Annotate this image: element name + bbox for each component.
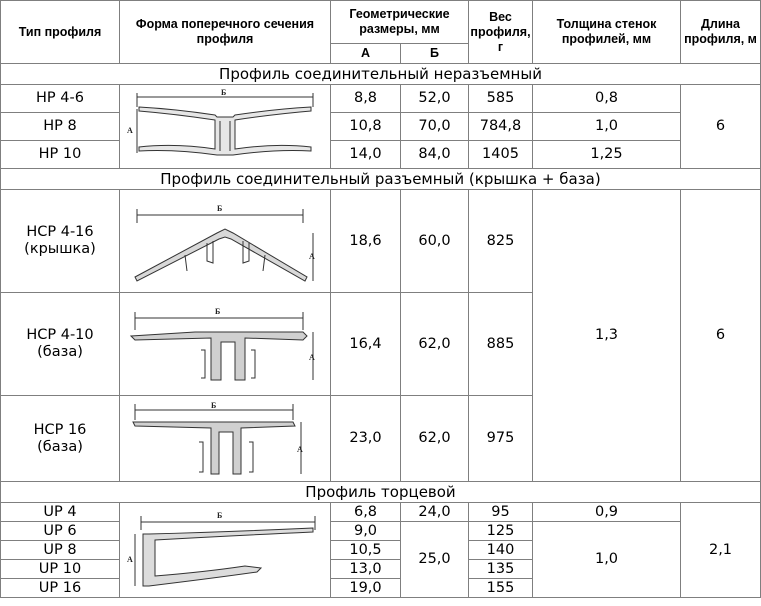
section-title: Профиль соединительный разъемный (крышка + база) [1, 169, 761, 190]
profile-type: UP 4 [1, 503, 120, 522]
dim-b: 70,0 [401, 113, 469, 141]
weight: 585 [469, 85, 533, 113]
weight: 784,8 [469, 113, 533, 141]
weight: 825 [469, 190, 533, 293]
weight: 1405 [469, 141, 533, 169]
profile-length: 6 [681, 85, 761, 169]
wall-thickness: 1,0 [533, 113, 681, 141]
profile-type-code: HCP 4-16 [26, 224, 94, 240]
profile-type-code: HCP 16 [33, 421, 87, 438]
header-geom-b: Б [401, 44, 469, 64]
hcp-base-figure [125, 296, 325, 392]
profile-type-code: HCP 4-10 [26, 327, 94, 343]
wall-thickness: 0,8 [533, 85, 681, 113]
dim-a: 10,5 [331, 541, 401, 560]
profile-type-sub: (база) [37, 438, 83, 455]
hcp16-base-drawing [120, 396, 331, 482]
wall-thickness: 1,0 [533, 522, 681, 598]
dim-b: 62,0 [401, 293, 469, 396]
profile-type: UP 8 [1, 541, 120, 560]
header-shape: Форма поперечного сечения профиля [120, 1, 331, 64]
weight: 140 [469, 541, 533, 560]
header-geom-a: А [331, 44, 401, 64]
profile-type: UP 10 [1, 560, 120, 579]
profile-type: HP 8 [1, 113, 120, 141]
dimension-b-label: Б [221, 87, 227, 97]
profile-type-sub: (крышка) [24, 241, 96, 257]
dim-a: 23,0 [331, 396, 401, 482]
dim-b: 24,0 [401, 503, 469, 522]
dimension-b-label: Б [215, 307, 221, 316]
weight: 155 [469, 579, 533, 598]
hcp-base-drawing [120, 293, 331, 396]
dimension-b-label: Б [217, 511, 223, 520]
wall-thickness: 1,3 [533, 190, 681, 482]
header-length: Длина профиля, м [681, 1, 761, 64]
up-section-figure [125, 504, 325, 596]
weight: 135 [469, 560, 533, 579]
dimension-b-label: Б [211, 400, 217, 410]
dim-a: 14,0 [331, 141, 401, 169]
profile-type: HP 10 [1, 141, 120, 169]
dim-a: 8,8 [331, 85, 401, 113]
hcp-cover-drawing [120, 190, 331, 293]
profile-length: 6 [681, 190, 761, 482]
dim-b: 52,0 [401, 85, 469, 113]
profile-length: 2,1 [681, 503, 761, 598]
section-title: Профиль соединительный неразъемный [1, 64, 761, 85]
dimension-a-label: А [309, 353, 315, 362]
weight: 975 [469, 396, 533, 482]
weight: 125 [469, 522, 533, 541]
dim-a: 16,4 [331, 293, 401, 396]
section-title: Профиль торцевой [1, 482, 761, 503]
weight: 95 [469, 503, 533, 522]
wall-thickness: 1,25 [533, 141, 681, 169]
dimension-a-label: А [297, 444, 303, 454]
dim-b: 84,0 [401, 141, 469, 169]
header-type: Тип профиля [1, 1, 120, 64]
header-wall: Толщина стенок профилей, мм [533, 1, 681, 64]
dimension-a-label: А [127, 125, 133, 135]
profile-type: UP 16 [1, 579, 120, 598]
dim-a: 9,0 [331, 522, 401, 541]
dim-a: 13,0 [331, 560, 401, 579]
profile-type [1, 190, 120, 293]
wall-thickness: 0,9 [533, 503, 681, 522]
hcp16-base-figure [125, 398, 325, 480]
dimension-b-label: Б [217, 204, 223, 213]
profile-type: UP 6 [1, 522, 120, 541]
dim-b: 25,0 [401, 522, 469, 598]
dim-a: 10,8 [331, 113, 401, 141]
dimension-a-label: А [309, 252, 315, 261]
dim-b: 62,0 [401, 396, 469, 482]
dim-b: 60,0 [401, 190, 469, 293]
hcp-cover-figure [125, 193, 325, 289]
weight: 885 [469, 293, 533, 396]
profile-type [1, 396, 120, 482]
hp-profile-drawing [120, 85, 331, 169]
hp-section-figure [125, 87, 325, 167]
dim-a: 19,0 [331, 579, 401, 598]
dimension-a-label: А [127, 555, 133, 564]
header-weight: Вес профиля, г [469, 1, 533, 64]
profile-type [1, 293, 120, 396]
up-profile-drawing [120, 503, 331, 598]
profile-type: HP 4-6 [1, 85, 120, 113]
dim-a: 18,6 [331, 190, 401, 293]
dim-a: 6,8 [331, 503, 401, 522]
profile-type-sub: (база) [37, 344, 83, 360]
header-geom: Геометрические размеры, мм [331, 1, 469, 44]
